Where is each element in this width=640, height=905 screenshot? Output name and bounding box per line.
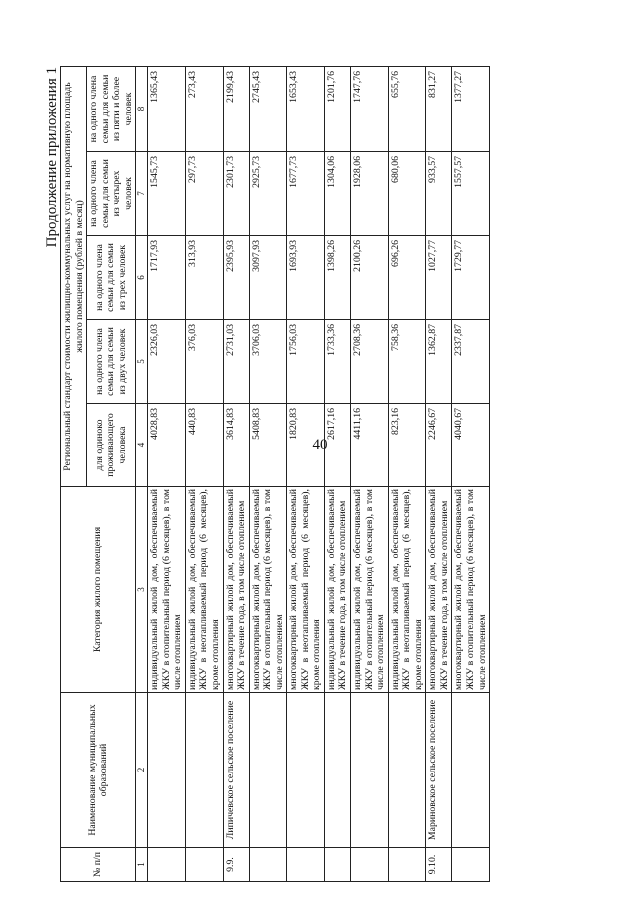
cost-value: 1653,43 <box>287 67 325 152</box>
cost-value: 2708,36 <box>351 320 389 404</box>
header-fam4: на одного члена семьи для семьи из четырех человек <box>87 152 136 236</box>
cost-value: 1693,93 <box>287 236 325 320</box>
row-number <box>148 848 186 882</box>
municipality-name: Липичевское сельское поселение <box>223 693 249 848</box>
cost-value: 2925,73 <box>249 152 287 236</box>
table-row <box>223 67 249 882</box>
cost-value: 2745,43 <box>249 67 287 152</box>
municipality-name <box>287 693 325 848</box>
header-standard: Региональный стандарт стоимости жилищно-коммунальных услуг на нормативную площадь жилого помещения (рублей в месяц) <box>61 67 87 487</box>
cost-value: 1557,57 <box>452 152 490 236</box>
header-category: Категория жилого помещения <box>61 487 136 693</box>
column-number: 8 <box>136 67 148 152</box>
header-single: для одиноко проживающего человека <box>87 404 136 487</box>
column-number: 5 <box>136 320 148 404</box>
housing-category: многоквартирный жилой дом, обеспечиваемый ЖКУ в течение года, в том числе отоплением <box>426 487 452 693</box>
table-row <box>388 67 426 882</box>
cost-value: 1820,83 <box>287 404 325 487</box>
row-number <box>287 848 325 882</box>
municipality-name <box>249 693 287 848</box>
cost-value: 1027,77 <box>426 236 452 320</box>
row-number <box>185 848 223 882</box>
table-row <box>324 67 350 882</box>
cost-value: 1756,03 <box>287 320 325 404</box>
cost-value: 2731,03 <box>223 320 249 404</box>
cost-value: 1733,36 <box>324 320 350 404</box>
cost-value: 297,73 <box>185 152 223 236</box>
table-row <box>185 67 223 882</box>
housing-category: многоквартирный жилой дом, обеспечиваемый ЖКУ в отопительный период (6 месяцев), в том числе отоплением <box>452 487 490 693</box>
cost-value: 1545,73 <box>148 152 186 236</box>
cost-value: 273,43 <box>185 67 223 152</box>
housing-category: индивидуальный жилой дом, обеспечиваемый ЖКУ в отопительный период (6 месяцев), в том числе отоплением <box>351 487 389 693</box>
housing-category: многоквартирный жилой дом, обеспечиваемый ЖКУ в течение года, в том числе отоплением <box>223 487 249 693</box>
housing-category: индивидуальный жилой дом, обеспечиваемый ЖКУ в отопительный период (6 месяцев), в том числе отоплением <box>148 487 186 693</box>
cost-value: 2395,93 <box>223 236 249 320</box>
cost-value: 3706,03 <box>249 320 287 404</box>
cost-value: 1677,73 <box>287 152 325 236</box>
cost-value: 2100,26 <box>351 236 389 320</box>
cost-value: 2301,73 <box>223 152 249 236</box>
cost-value: 3614,83 <box>223 404 249 487</box>
row-number <box>249 848 287 882</box>
housing-category: индивидуальный жилой дом, обеспечиваемый ЖКУ в течение года, в том числе отоплением <box>324 487 350 693</box>
column-number: 2 <box>136 693 148 848</box>
cost-value: 2337,87 <box>452 320 490 404</box>
municipality-name <box>388 693 426 848</box>
cost-value: 1377,27 <box>452 67 490 152</box>
housing-category: многоквартирный жилой дом, обеспечиваемый ЖКУ в отопительный период (6 месяцев), в том числе отоплением <box>249 487 287 693</box>
column-number: 6 <box>136 236 148 320</box>
municipality-name <box>148 693 186 848</box>
column-number: 1 <box>136 848 148 882</box>
row-number <box>452 848 490 882</box>
header-no: № п/п <box>61 848 136 882</box>
appendix-title: Продолжение приложения 1 <box>44 67 60 248</box>
cost-value: 4028,83 <box>148 404 186 487</box>
municipality-name <box>185 693 223 848</box>
page-number: 40 <box>312 437 328 453</box>
cost-value: 1717,93 <box>148 236 186 320</box>
municipality-name <box>452 693 490 848</box>
cost-value: 1304,06 <box>324 152 350 236</box>
table-row <box>351 67 389 882</box>
row-number: 9.9. <box>223 848 249 882</box>
cost-value: 2199,43 <box>223 67 249 152</box>
cost-value: 933,57 <box>426 152 452 236</box>
cost-value: 4411,16 <box>351 404 389 487</box>
row-number <box>351 848 389 882</box>
header-municipality: Наименование муниципальных образований <box>61 693 136 848</box>
cost-value: 1362,87 <box>426 320 452 404</box>
cost-value: 376,03 <box>185 320 223 404</box>
cost-value: 440,83 <box>185 404 223 487</box>
cost-value: 831,27 <box>426 67 452 152</box>
housing-category: многоквартирный жилой дом, обеспечиваемый ЖКУ в неотапливаемый период (6 месяцев), кроме отопления <box>287 487 325 693</box>
row-number: 9.10. <box>426 848 452 882</box>
column-number: 7 <box>136 152 148 236</box>
column-number: 3 <box>136 487 148 693</box>
table-row <box>426 67 452 882</box>
header-fam5: на одного члена семьи для семьи из пяти и более человек <box>87 67 136 152</box>
cost-value: 2246,67 <box>426 404 452 487</box>
table-row <box>287 67 325 882</box>
cost-value: 1928,06 <box>351 152 389 236</box>
table-row <box>452 67 490 882</box>
table-row <box>148 67 186 882</box>
cost-value: 313,93 <box>185 236 223 320</box>
cost-value: 1729,77 <box>452 236 490 320</box>
cost-value: 696,26 <box>388 236 426 320</box>
municipality-name <box>351 693 389 848</box>
column-number-row <box>136 67 148 882</box>
table-row <box>249 67 287 882</box>
cost-value: 5408,83 <box>249 404 287 487</box>
header-fam2: на одного члена семьи для семьи из двух человек <box>87 320 136 404</box>
cost-value: 758,36 <box>388 320 426 404</box>
cost-value: 2617,16 <box>324 404 350 487</box>
municipality-name <box>324 693 350 848</box>
column-number: 4 <box>136 404 148 487</box>
cost-value: 1365,43 <box>148 67 186 152</box>
cost-value: 1201,76 <box>324 67 350 152</box>
cost-value: 655,76 <box>388 67 426 152</box>
cost-value: 4040,67 <box>452 404 490 487</box>
housing-cost-table <box>60 66 490 882</box>
row-number <box>388 848 426 882</box>
cost-value: 680,06 <box>388 152 426 236</box>
municipality-name: Мариновское сельское поселение <box>426 693 452 848</box>
housing-category: индивидуальный жилой дом, обеспечиваемый ЖКУ в неотапливаемый период (6 месяцев), кроме отопления <box>388 487 426 693</box>
cost-value: 1747,76 <box>351 67 389 152</box>
row-number <box>324 848 350 882</box>
cost-value: 823,16 <box>388 404 426 487</box>
cost-value: 2326,03 <box>148 320 186 404</box>
housing-category: индивидуальный жилой дом, обеспечиваемый ЖКУ в неотапливаемый период (6 месяцев), кроме отопления <box>185 487 223 693</box>
cost-value: 1398,26 <box>324 236 350 320</box>
cost-value: 3097,93 <box>249 236 287 320</box>
header-fam3: на одного члена семьи для семьи из трех человек <box>87 236 136 320</box>
